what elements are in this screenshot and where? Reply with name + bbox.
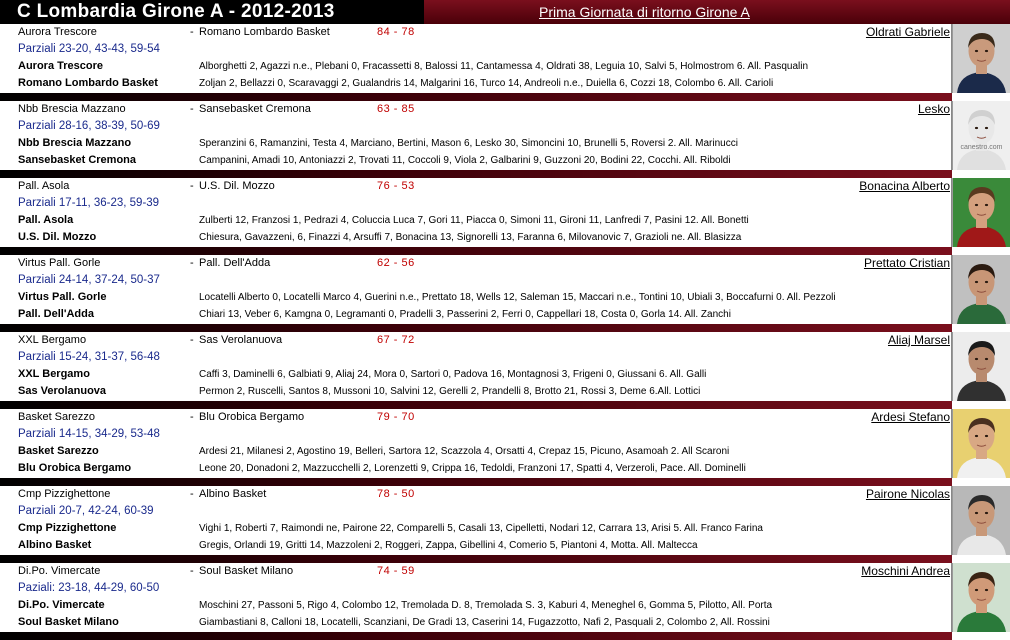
- final-score: 79 - 70: [377, 411, 415, 423]
- game-block: [0, 409, 1010, 486]
- team-b-name: Sas Verolanuova: [199, 334, 283, 346]
- team-a-name: Cmp Pizzighettone: [18, 488, 111, 500]
- partial-scores: Parziali 23-20, 43-43, 59-54: [18, 43, 160, 55]
- final-score: 67 - 72: [377, 334, 415, 346]
- row-separator: [0, 247, 952, 255]
- player-portrait-icon: [953, 563, 1010, 632]
- team-a-scorers: Ardesi 21, Milanesi 2, Agostino 19, Belleri, Sartora 12, Scazzola 4, Orsatti 4, Crepaz 15, Picuno, Asamoah 2. All Scaroni: [199, 446, 730, 457]
- team-b-name: Blu Orobica Bergamo: [199, 411, 305, 423]
- game-block: [0, 563, 1010, 640]
- vs-dash: -: [190, 411, 194, 423]
- player-portrait-icon: [953, 486, 1010, 555]
- game-block: [0, 178, 1010, 255]
- team-b-name: Pall. Dell'Adda: [199, 257, 271, 269]
- team-b-label: Soul Basket Milano: [18, 616, 119, 628]
- team-a-name: Pall. Asola: [18, 180, 70, 192]
- player-photo: [952, 332, 1010, 401]
- team-b-label: Blu Orobica Bergamo: [18, 462, 132, 474]
- team-b-name: U.S. Dil. Mozzo: [199, 180, 275, 192]
- partial-scores: Paziali: 23-18, 44-29, 60-50: [18, 582, 160, 594]
- game-block: [0, 332, 1010, 409]
- team-a-scorers: Alborghetti 2, Agazzi n.e., Plebani 0, Fracassetti 8, Balossi 11, Cantamessa 4, Oldrati 38, Leguia 10, Salvi 5, Holmostrom 6. All. Pasqualin: [199, 61, 809, 72]
- team-b-name: Soul Basket Milano: [199, 565, 294, 577]
- final-score: 74 - 59: [377, 565, 415, 577]
- team-a-name: Virtus Pall. Gorle: [18, 257, 101, 269]
- player-portrait-icon: [953, 178, 1010, 247]
- mvp-link[interactable]: Aliaj Marsel: [887, 333, 950, 347]
- partial-scores: Parziali 17-11, 36-23, 59-39: [18, 197, 160, 209]
- mvp-link[interactable]: Lesko: [917, 102, 950, 116]
- team-b-scorers: Campanini, Amadi 10, Antoniazzi 2, Trovati 11, Coccoli 9, Viola 2, Galbarini 9, Guzzoni 20, Bodini 22, Cocchi. All. Riboldi: [199, 155, 731, 166]
- team-b-scorers: Gregis, Orlandi 19, Gritti 14, Mazzoleni 2, Roggeri, Zappa, Gibellini 4, Comerio 5, Piantoni 4, Motta. All. Maltecca: [199, 540, 698, 551]
- team-a-scorers: Zulberti 12, Franzosi 1, Pedrazi 4, Coluccia Luca 7, Gori 11, Piacca 0, Simoni 11, Gironi 11, Lanfredi 7, Pasini 12. All. Bonetti: [199, 215, 749, 226]
- team-a-label: Cmp Pizzighettone: [18, 522, 117, 534]
- player-photo: [952, 101, 1010, 170]
- game-block: [0, 24, 1010, 101]
- team-b-scorers: Chiesura, Gavazzeni, 6, Finazzi 4, Arsuffi 7, Bonacina 13, Signorelli 13, Faranna 6, Milovanovic 7, Grazioli ne. All. Blasizza: [199, 232, 742, 243]
- final-score: 76 - 53: [377, 180, 415, 192]
- team-a-scorers: Moschini 27, Passoni 5, Rigo 4, Colombo 12, Tremolada D. 8, Tremolada S. 3, Kaburi 4, Meneghel 6, Gomma 5, Pilotto, All. Porta: [199, 600, 773, 611]
- row-separator: [0, 401, 952, 409]
- page-title: C Lombardia Girone A - 2012-2013: [17, 1, 335, 22]
- team-a-name: Nbb Brescia Mazzano: [18, 103, 126, 115]
- team-a-label: Nbb Brescia Mazzano: [18, 137, 132, 149]
- partial-scores: Parziali 15-24, 31-37, 56-48: [18, 351, 160, 363]
- mvp-link[interactable]: Bonacina Alberto: [859, 179, 950, 193]
- team-a-scorers: Speranzini 6, Ramanzini, Testa 4, Marciano, Bertini, Mason 6, Lesko 30, Simoncini 10, Brunelli 5, Roversi 2. All. Marinucci: [199, 138, 738, 149]
- vs-dash: -: [190, 334, 194, 346]
- team-b-name: Romano Lombardo Basket: [199, 26, 330, 38]
- mvp-link[interactable]: Oldrati Gabriele: [865, 25, 950, 39]
- player-portrait-icon: [953, 332, 1010, 401]
- player-portrait-icon: [953, 255, 1010, 324]
- vs-dash: -: [190, 565, 194, 577]
- row-separator: [0, 555, 952, 563]
- vs-dash: -: [190, 103, 194, 115]
- mvp-link[interactable]: Ardesi Stefano: [871, 410, 950, 424]
- player-photo: [952, 24, 1010, 93]
- page-header: [0, 0, 1010, 24]
- team-b-scorers: Leone 20, Donadoni 2, Mazzucchelli 2, Lorenzetti 9, Crippa 16, Tedoldi, Franzoni 17, Spatti 4, Verzeroli, Pace. All. Dominelli: [199, 463, 746, 474]
- team-a-name: Di.Po. Vimercate: [18, 565, 101, 577]
- row-separator: [0, 170, 952, 178]
- team-b-label: Pall. Dell'Adda: [18, 308, 94, 320]
- team-a-name: Aurora Trescore: [18, 26, 97, 38]
- team-a-scorers: Caffi 3, Daminelli 6, Galbiati 9, Aliaj 24, Mora 0, Sartori 0, Padova 16, Montagnosi 3, Frigeni 0, Giussani 6. All. Galli: [199, 369, 707, 380]
- round-link[interactable]: Prima Giornata di ritorno Girone A: [539, 4, 750, 20]
- game-block: [0, 486, 1010, 563]
- partial-scores: Parziali 20-7, 42-24, 60-39: [18, 505, 154, 517]
- partial-scores: Parziali 14-15, 34-29, 53-48: [18, 428, 160, 440]
- row-separator: [0, 324, 952, 332]
- team-a-label: Virtus Pall. Gorle: [18, 291, 107, 303]
- player-portrait-icon: [953, 24, 1010, 93]
- svg-text:canestro.com: canestro.com: [960, 144, 1003, 151]
- player-photo: [952, 409, 1010, 478]
- player-photo: [952, 563, 1010, 632]
- team-b-name: Sansebasket Cremona: [199, 103, 311, 115]
- team-b-label: Albino Basket: [18, 539, 92, 551]
- partial-scores: Parziali 24-14, 37-24, 50-37: [18, 274, 160, 286]
- vs-dash: -: [190, 180, 194, 192]
- game-block: [0, 255, 1010, 332]
- player-photo: [952, 255, 1010, 324]
- row-separator: [0, 478, 952, 486]
- row-separator: [0, 632, 952, 640]
- mvp-link[interactable]: Prettato Cristian: [863, 256, 950, 270]
- team-a-label: Di.Po. Vimercate: [18, 599, 105, 611]
- game-block: [0, 101, 1010, 178]
- final-score: 63 - 85: [377, 103, 415, 115]
- final-score: 78 - 50: [377, 488, 415, 500]
- vs-dash: -: [190, 257, 194, 269]
- vs-dash: -: [190, 488, 194, 500]
- player-portrait-icon: [953, 409, 1010, 478]
- player-photo: [952, 486, 1010, 555]
- team-a-name: XXL Bergamo: [18, 334, 87, 346]
- team-a-label: Pall. Asola: [18, 214, 74, 226]
- mvp-link[interactable]: Pairone Nicolas: [865, 487, 950, 501]
- mvp-link[interactable]: Moschini Andrea: [861, 564, 950, 578]
- team-a-name: Basket Sarezzo: [18, 411, 96, 423]
- team-a-label: Aurora Trescore: [18, 60, 103, 72]
- team-b-scorers: Permon 2, Ruscelli, Santos 8, Mussoni 10, Salvini 12, Gerelli 2, Prandelli 8, Brotto 21, Rossi 3, Deme 6.All. Lottici: [199, 386, 701, 397]
- team-a-label: XXL Bergamo: [18, 368, 90, 380]
- vs-dash: -: [190, 26, 194, 38]
- team-b-scorers: Zoljan 2, Bellazzi 0, Scaravaggi 2, Gualandris 14, Malgarini 16, Turco 14, Andreoli n.e., Duiella 6, Cozzi 18, Colombo 6. All. Carioli: [199, 78, 774, 89]
- final-score: 84 - 78: [377, 26, 415, 38]
- team-a-label: Basket Sarezzo: [18, 445, 99, 457]
- team-b-label: Sansebasket Cremona: [18, 154, 136, 166]
- team-b-label: Sas Verolanuova: [18, 385, 107, 397]
- team-b-name: Albino Basket: [199, 488, 267, 500]
- final-score: 62 - 56: [377, 257, 415, 269]
- player-portrait-icon: [953, 101, 1010, 170]
- team-b-label: U.S. Dil. Mozzo: [18, 231, 97, 243]
- team-a-scorers: Vighi 1, Roberti 7, Raimondi ne, Pairone 22, Comparelli 5, Casali 13, Cipelletti, Nodari 12, Carrara 13, Arisi 5. All. Franco Farina: [199, 523, 763, 534]
- team-b-scorers: Chiari 13, Veber 6, Kamgna 0, Legramanti 0, Pradelli 3, Passerini 2, Ferri 0, Cappellari 18, Costa 0, Gorla 14. All. Zanchi: [199, 309, 731, 320]
- partial-scores: Parziali 28-16, 38-39, 50-69: [18, 120, 160, 132]
- team-a-scorers: Locatelli Alberto 0, Locatelli Marco 4, Guerini n.e., Prettato 18, Wells 12, Saleman 15, Maccari n.e., Tontini 10, Ubiali 3, Boccafurni 0. All. Pezzoli: [199, 292, 836, 303]
- team-b-label: Romano Lombardo Basket: [18, 77, 158, 89]
- team-b-scorers: Giambastiani 8, Calloni 18, Locatelli, Scanziani, De Gradi 13, Caserini 14, Fugazzotto, Nafi 2, Pasquali 2, Colombo 2, All. Rossini: [199, 617, 770, 628]
- row-separator: [0, 93, 952, 101]
- player-photo: [952, 178, 1010, 247]
